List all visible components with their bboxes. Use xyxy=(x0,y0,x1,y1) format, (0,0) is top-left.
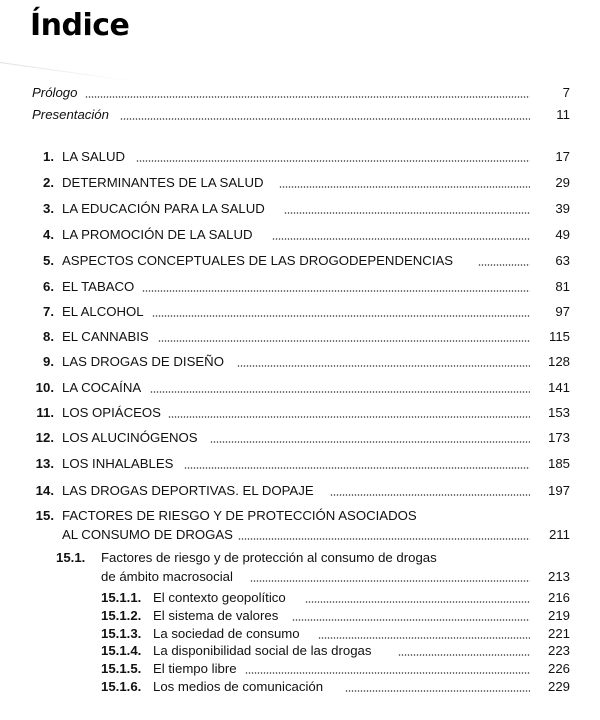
toc-leader xyxy=(250,580,530,582)
page-title: Índice xyxy=(30,8,130,43)
toc-number: 15.1.6. xyxy=(101,679,142,694)
toc-page: 97 xyxy=(555,304,570,319)
toc-number: 3. xyxy=(43,201,54,216)
toc-page: 185 xyxy=(547,456,570,471)
toc-entry-prologo[interactable] xyxy=(0,83,600,103)
toc-leader xyxy=(272,238,530,240)
toc-label: ASPECTOS CONCEPTUALES DE LAS DROGODEPENDENCIAS xyxy=(62,253,454,268)
toc-label: LA COCAÍNA xyxy=(62,380,142,395)
toc-entry-subsection-15-1-6[interactable] xyxy=(0,677,600,697)
toc-number: 6. xyxy=(43,279,54,294)
toc-label: EL CANNABIS xyxy=(62,329,149,344)
toc-entry-chapter-4[interactable] xyxy=(0,225,600,245)
toc-page: 7 xyxy=(562,85,570,100)
toc-number: 1. xyxy=(43,149,54,164)
toc-entry-chapter-8[interactable] xyxy=(0,327,600,347)
toc-label-line1: FACTORES DE RIESGO Y DE PROTECCIÓN ASOCIADOS xyxy=(62,508,417,523)
toc-label: DETERMINANTES DE LA SALUD xyxy=(62,175,264,190)
toc-leader xyxy=(210,441,530,443)
toc-page: 221 xyxy=(547,626,570,641)
toc-number: 4. xyxy=(43,227,54,242)
toc-number: 15.1. xyxy=(56,550,86,565)
toc-number: 10. xyxy=(35,380,54,395)
toc-entry-subsection-15-1-4[interactable] xyxy=(0,641,600,661)
toc-entry-chapter-2[interactable] xyxy=(0,173,600,193)
toc-label-line1: Factores de riesgo y de protección al consumo de drogas xyxy=(101,550,437,565)
toc-entry-subsection-15-1-5[interactable] xyxy=(0,659,600,679)
toc-page: 226 xyxy=(547,661,570,676)
toc-number: 8. xyxy=(43,329,54,344)
toc-leader xyxy=(150,391,530,393)
toc-leader xyxy=(136,160,530,162)
toc-page: 39 xyxy=(555,201,570,216)
toc-entry-presentacion[interactable] xyxy=(0,105,600,125)
toc-number: 15.1.5. xyxy=(101,661,142,676)
toc-leader xyxy=(398,654,530,656)
toc-number: 15.1.1. xyxy=(101,590,142,605)
toc-leader xyxy=(284,212,530,214)
toc-page: 81 xyxy=(555,279,570,294)
toc-leader xyxy=(238,538,530,540)
toc-page: 141 xyxy=(547,380,570,395)
toc-page: 229 xyxy=(547,679,570,694)
toc-page: 11 xyxy=(556,107,570,122)
toc-label: La sociedad de consumo xyxy=(153,626,300,641)
toc-leader xyxy=(120,118,530,120)
toc-page: 197 xyxy=(547,483,570,498)
toc-label: El contexto geopolítico xyxy=(153,590,286,605)
toc-number: 14. xyxy=(35,483,54,498)
toc-entry-chapter-13[interactable] xyxy=(0,454,600,474)
toc-label: EL ALCOHOL xyxy=(62,304,144,319)
toc-number: 7. xyxy=(43,304,54,319)
toc-number: 11. xyxy=(36,405,54,420)
toc-leader xyxy=(478,264,530,266)
toc-number: 12. xyxy=(35,430,54,445)
toc-entry-chapter-14[interactable] xyxy=(0,481,600,501)
toc-number: 9. xyxy=(43,354,54,369)
toc-leader xyxy=(184,467,530,469)
toc-leader xyxy=(237,365,530,367)
toc-number: 15. xyxy=(35,508,54,523)
toc-leader xyxy=(152,315,530,317)
toc-page: 173 xyxy=(547,430,570,445)
toc-label: LAS DROGAS DE DISEÑO xyxy=(62,354,224,369)
toc-label-line2: de ámbito macrosocial xyxy=(101,569,233,584)
toc-label-line2: AL CONSUMO DE DROGAS xyxy=(62,527,233,542)
toc-entry-chapter-12[interactable] xyxy=(0,428,600,448)
toc-leader xyxy=(345,690,530,692)
toc-leader xyxy=(85,96,530,98)
toc-entry-chapter-1[interactable] xyxy=(0,147,600,167)
toc-entry-chapter-9[interactable] xyxy=(0,352,600,372)
toc-page: 219 xyxy=(547,608,570,623)
toc-entry-chapter-7[interactable] xyxy=(0,302,600,322)
toc-label: LOS OPIÁCEOS xyxy=(62,405,161,420)
toc-leader xyxy=(245,672,530,674)
toc-page: 29 xyxy=(555,175,570,190)
toc-page: 63 xyxy=(555,253,570,268)
toc-leader xyxy=(330,494,530,496)
toc-label: LOS ALUCINÓGENOS xyxy=(62,430,198,445)
toc-page: 17 xyxy=(555,149,570,164)
toc-number: 15.1.3. xyxy=(101,626,142,641)
toc-label: Los medios de comunicación xyxy=(153,679,324,694)
toc-label: Prólogo xyxy=(32,85,78,100)
toc-number: 2. xyxy=(43,175,54,190)
toc-entry-subsection-15-1-2[interactable] xyxy=(0,606,600,626)
toc-label: El sistema de valores xyxy=(153,608,279,623)
toc-number: 13. xyxy=(35,456,54,471)
toc-page: 49 xyxy=(555,227,570,242)
toc-label: Presentación xyxy=(32,107,109,122)
toc-entry-chapter-5[interactable] xyxy=(0,251,600,271)
toc-page: 223 xyxy=(547,643,570,658)
toc-label: EL TABACO xyxy=(62,279,135,294)
toc-label: El tiempo libre xyxy=(153,661,237,676)
toc-number: 5. xyxy=(43,253,54,268)
toc-entry-chapter-11[interactable] xyxy=(0,403,600,423)
toc-page: 128 xyxy=(547,354,570,369)
toc-entry-subsection-15-1-1[interactable] xyxy=(0,588,600,608)
toc-label: LOS INHALABLES xyxy=(62,456,174,471)
toc-entry-chapter-3[interactable] xyxy=(0,199,600,219)
toc-label: La disponibilidad social de las drogas xyxy=(153,643,372,658)
toc-page: 216 xyxy=(547,590,570,605)
toc-leader xyxy=(279,186,530,188)
toc-page: 213 xyxy=(547,569,570,584)
toc-page: 211 xyxy=(548,527,570,542)
toc-page: 115 xyxy=(548,329,570,344)
toc-leader xyxy=(142,290,530,292)
toc-label: LA EDUCACIÓN PARA LA SALUD xyxy=(62,201,265,216)
scan-streak xyxy=(0,62,139,82)
toc-entry-section-15-1[interactable] xyxy=(0,548,600,586)
toc-number: 15.1.2. xyxy=(101,608,142,623)
toc-leader xyxy=(168,416,530,418)
toc-number: 15.1.4. xyxy=(101,643,142,658)
toc-entry-chapter-15[interactable] xyxy=(0,506,600,544)
toc-page: 153 xyxy=(547,405,570,420)
toc-leader xyxy=(292,619,530,621)
toc-leader xyxy=(318,637,530,639)
toc-label: LAS DROGAS DEPORTIVAS. EL DOPAJE xyxy=(62,483,314,498)
toc-label: LA PROMOCIÓN DE LA SALUD xyxy=(62,227,253,242)
toc-leader xyxy=(305,601,530,603)
toc-entry-chapter-6[interactable] xyxy=(0,277,600,297)
toc-leader xyxy=(158,340,530,342)
toc-label: LA SALUD xyxy=(62,149,126,164)
toc-entry-chapter-10[interactable] xyxy=(0,378,600,398)
